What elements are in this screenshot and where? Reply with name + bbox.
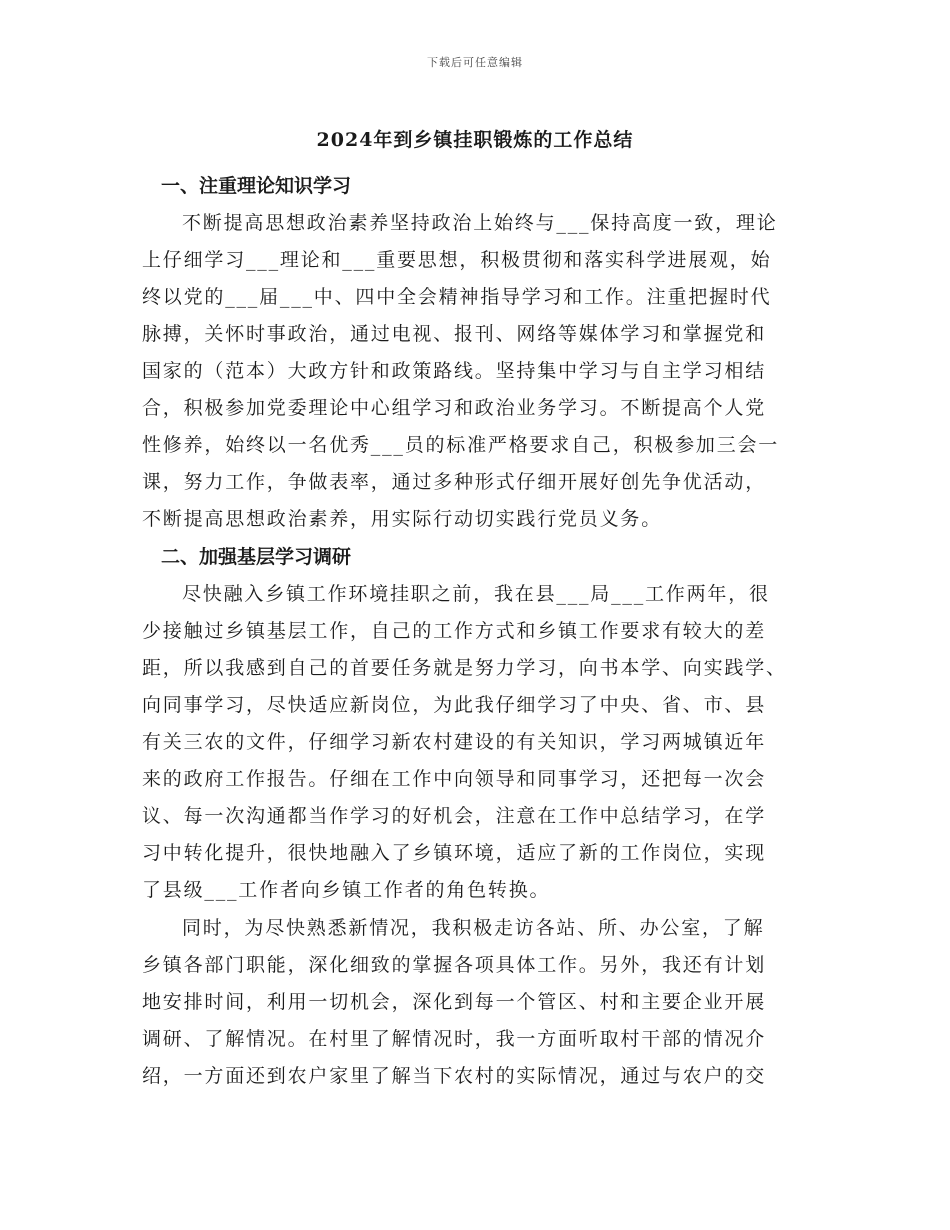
section-heading-1: 一、注重理论知识学习: [161, 175, 352, 197]
section-2-paragraph-2: [142, 910, 814, 1095]
text-line: 乡镇各部门职能，深化细致的掌握各项具体工作。另外，我还有计划: [142, 954, 767, 976]
text-line: 习中转化提升，很快地融入了乡镇环境，适应了新的工作岗位，实现: [142, 842, 767, 864]
section-2-paragraph-1: [142, 576, 814, 909]
text-line: 课，努力工作，争做表率，通过多种形式仔细开展好创先争优活动，: [142, 471, 767, 493]
text-line: 有关三农的文件，仔细学习新农村建设的有关知识，学习两城镇近年: [142, 731, 767, 753]
text-line: 不断提高思想政治素养，用实际行动切实践行党员义务。: [142, 508, 663, 530]
text-line: 脉搏，关怀时事政治，通过电视、报刊、网络等媒体学习和掌握党和: [142, 323, 767, 345]
text-line: 来的政府工作报告。仔细在工作中向领导和同事学习，还把每一次会: [142, 768, 767, 790]
document-title: 2024年到乡镇挂职锻炼的工作总结: [316, 129, 634, 151]
text-line: 上仔细学习___理论和___重要思想，积极贯彻和落实科学进展观，始: [142, 249, 772, 271]
text-line: 国家的（范本）大政方针和政策路线。坚持集中学习与自主学习相结: [142, 360, 767, 382]
document-body: [142, 167, 814, 1095]
text-line: 尽快融入乡镇工作环境挂职之前，我在县___局___工作两年，很: [182, 583, 770, 605]
text-line: 了县级___工作者向乡镇工作者的角色转换。: [142, 879, 551, 901]
section-1-paragraph-1: [142, 205, 814, 538]
text-line: 调研、了解情况。在村里了解情况时，我一方面听取村干部的情况介: [142, 1028, 767, 1050]
text-line: 向同事学习，尽快适应新岗位，为此我仔细学习了中央、省、市、县: [142, 694, 767, 716]
text-line: 少接触过乡镇基层工作，自己的工作方式和乡镇工作要求有较大的差: [142, 620, 767, 642]
text-line: 绍，一方面还到农户家里了解当下农村的实际情况，通过与农户的交: [142, 1065, 767, 1087]
text-line: 议、每一次沟通都当作学习的好机会，注意在工作中总结学习，在学: [142, 805, 767, 827]
text-line: 合，积极参加党委理论中心组学习和政治业务学习。不断提高个人党: [142, 397, 767, 419]
text-line: 终以党的___届___中、四中全会精神指导学习和工作。注重把握时代: [142, 286, 772, 308]
section-heading-2: 二、加强基层学习调研: [161, 546, 352, 568]
text-line: 地安排时间，利用一切机会，深化到每一个管区、村和主要企业开展: [142, 991, 767, 1013]
text-line: 性修养，始终以一名优秀___员的标准严格要求自己，积极参加三会一: [142, 434, 780, 456]
header-note: 下载后可任意编辑: [427, 56, 523, 69]
text-line: 不断提高思想政治素养坚持政治上始终与___保持高度一致，理论: [182, 212, 778, 234]
text-line: 同时，为尽快熟悉新情况，我积极走访各站、所、办公室，了解: [182, 917, 765, 939]
text-line: 距，所以我感到自己的首要任务就是努力学习，向书本学、向实践学、: [142, 657, 787, 679]
